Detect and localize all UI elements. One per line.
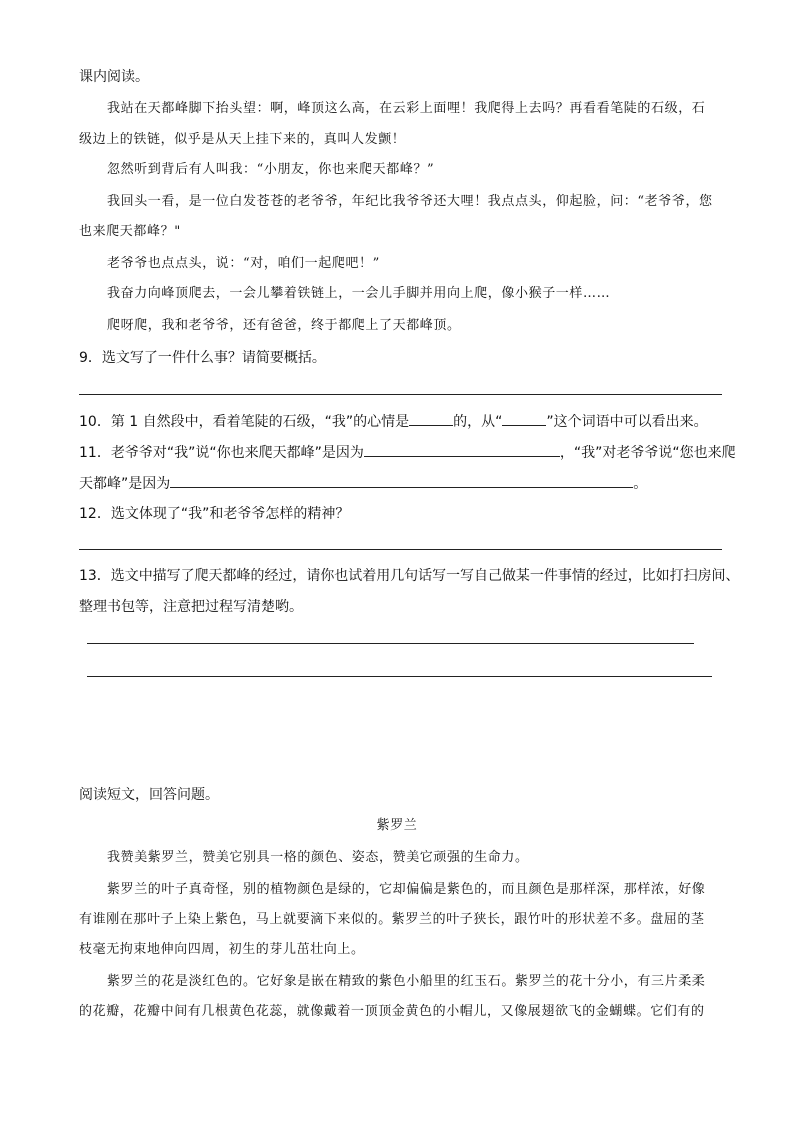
section-heading-in-class-reading: 课内阅读。	[79, 69, 149, 85]
answer-line-q12[interactable]	[79, 549, 722, 550]
blank-q11-reason-grandpa[interactable]	[364, 441, 560, 457]
passage-line: 我赞美紫罗兰，赞美它别具一格的颜色、姿态，赞美它顽强的生命力。	[107, 850, 529, 865]
passage-line: 的花瓣，花瓣中间有几根黄色花蕊，就像戴着一顶顶金黄色的小帽儿，又像展翅欲飞的金蝴蝶。它们有的	[79, 1004, 705, 1019]
question-10	[79, 410, 708, 432]
answer-line-q13-2[interactable]	[87, 676, 712, 677]
passage-line: 我回头一看，是一位白发苍苍的老爷爷，年纪比我爷爷还大哩！我点点头，仰起脸，问：“老爷爷，您	[107, 194, 713, 209]
passage-line: 爬呀爬，我和老爷爷，还有爸爸，终于都爬上了天都峰顶。	[107, 318, 461, 333]
blank-q10-word[interactable]	[502, 410, 546, 426]
question-11-text-a: 11．老爷爷对“我”说“你也来爬天都峰”是因为	[79, 445, 364, 461]
answer-line-q13-1[interactable]	[87, 643, 694, 644]
section-heading-short-reading: 阅读短文，回答问题。	[79, 787, 219, 803]
question-10-text-b: 的，从“	[453, 414, 503, 430]
answer-line-q9[interactable]	[79, 394, 722, 395]
blank-q10-mood[interactable]	[409, 410, 453, 426]
blank-q11-reason-me[interactable]	[170, 472, 633, 488]
question-11-text-b: ，“我”对老爷爷说“您也来爬	[559, 445, 736, 461]
question-11-line-1	[79, 441, 736, 463]
passage-line: 有谁刚在那叶子上染上紫色，马上就要滴下来似的。紫罗兰的叶子狭长，跟竹叶的形状差不多。盘屈的茎	[79, 912, 705, 927]
question-11-line-2	[79, 472, 647, 494]
question-12: 12．选文体现了“我”和老爷爷怎样的精神？	[79, 506, 350, 522]
question-10-text-a: 10．第 1 自然段中，看着笔陡的石级，“我”的心情是	[79, 414, 410, 430]
passage-line: 紫罗兰的叶子真奇怪，别的植物颜色是绿的，它却偏偏是紫色的，而且颜色是那样深，那样浓，好像	[107, 882, 706, 897]
passage-title: 紫罗兰	[376, 818, 418, 833]
passage-line: 枝毫无拘束地伸向四周，初生的芽儿茁壮向上。	[79, 942, 365, 957]
passage-line: 老爷爷也点点头，说：“对，咱们一起爬吧！”	[107, 256, 380, 271]
question-13-line-1: 13．选文中描写了爬天都峰的经过，请你也试着用几句话写一写自己做某一件事情的经过，比如打扫房间、	[79, 568, 740, 584]
question-11-text-d: 。	[633, 476, 648, 492]
passage-line: 忽然听到背后有人叫我：“小朋友，你也来爬天都峰？”	[107, 162, 435, 177]
question-13-line-2: 整理书包等，注意把过程写清楚哟。	[79, 599, 303, 615]
question-11-text-c: 天都峰”是因为	[79, 476, 171, 492]
passage-line: 我站在天都峰脚下抬头望：啊，峰顶这么高，在云彩上面哩！我爬得上去吗？再看看笔陡的石级，石	[107, 101, 706, 116]
passage-line: 也来爬天都峰？"	[79, 224, 181, 239]
passage-line: 紫罗兰的花是淡红色的。它好象是嵌在精致的紫色小船里的红玉石。紫罗兰的花十分小，有三片柔柔	[107, 974, 706, 989]
passage-line: 级边上的铁链，似乎是从天上挂下来的，真叫人发颤！	[79, 132, 406, 147]
question-10-text-c: ”这个词语中可以看出来。	[546, 414, 708, 430]
question-9: 9．选文写了一件什么事？请简要概括。	[79, 350, 326, 366]
passage-line: 我奋力向峰顶爬去，一会儿攀着铁链上，一会儿手脚并用向上爬，像小猴子一样……	[107, 286, 611, 301]
